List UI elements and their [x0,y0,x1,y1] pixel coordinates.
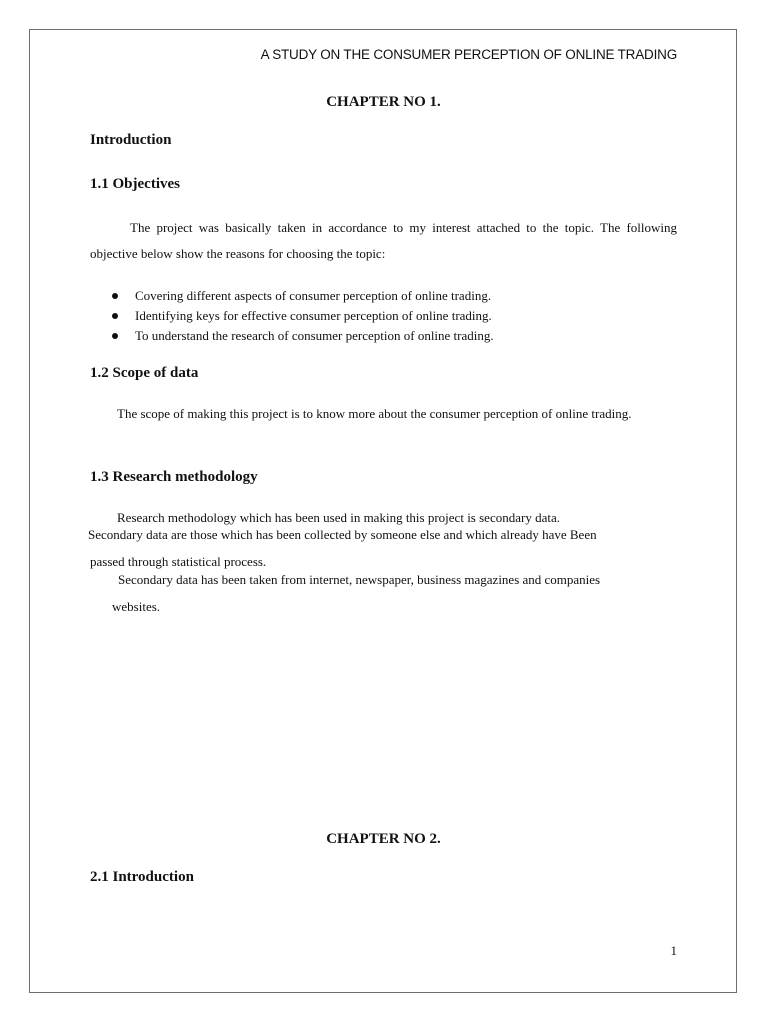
list-item [108,287,494,307]
objectives-paragraph: The project was basically taken in accordance to my interest attached to the topic. The following objective below show the reasons for choosing the topic: [90,220,677,261]
bullet-icon [112,313,118,319]
methodology-line-2: Secondary data are those which has been collected by someone else and which already have Been [88,527,597,542]
list-item [108,327,494,347]
methodology-line-5: websites. [112,599,161,614]
running-header: A STUDY ON THE CONSUMER PERCEPTION OF ONLINE TRADING [260,47,677,62]
list-item [108,307,494,327]
page-number: 1 [670,943,677,958]
objectives-heading: 1.1 Objectives [90,176,180,192]
chapter-1-title: CHAPTER NO 1. [326,94,441,110]
list-item-text: To understand the research of consumer perception of online trading. [135,328,494,343]
objectives-list [108,287,494,347]
introduction-heading: Introduction [90,132,172,148]
list-item-text: Covering different aspects of consumer perception of online trading. [135,288,492,303]
scope-paragraph: The scope of making this project is to know more about the consumer perception of online trading. [117,406,632,421]
list-item-text: Identifying keys for effective consumer perception of online trading. [135,308,492,323]
bullet-icon [112,293,118,299]
methodology-line-3: passed through statistical process. [90,554,267,569]
methodology-line-1: Research methodology which has been used in making this project is secondary data. [117,510,560,525]
scope-heading: 1.2 Scope of data [90,365,199,381]
chapter-2-title: CHAPTER NO 2. [326,831,441,847]
chapter-2-introduction-heading: 2.1 Introduction [90,869,194,885]
bullet-icon [112,333,118,339]
methodology-heading: 1.3 Research methodology [90,469,258,485]
methodology-line-4: Secondary data has been taken from internet, newspaper, business magazines and companies [118,572,601,587]
